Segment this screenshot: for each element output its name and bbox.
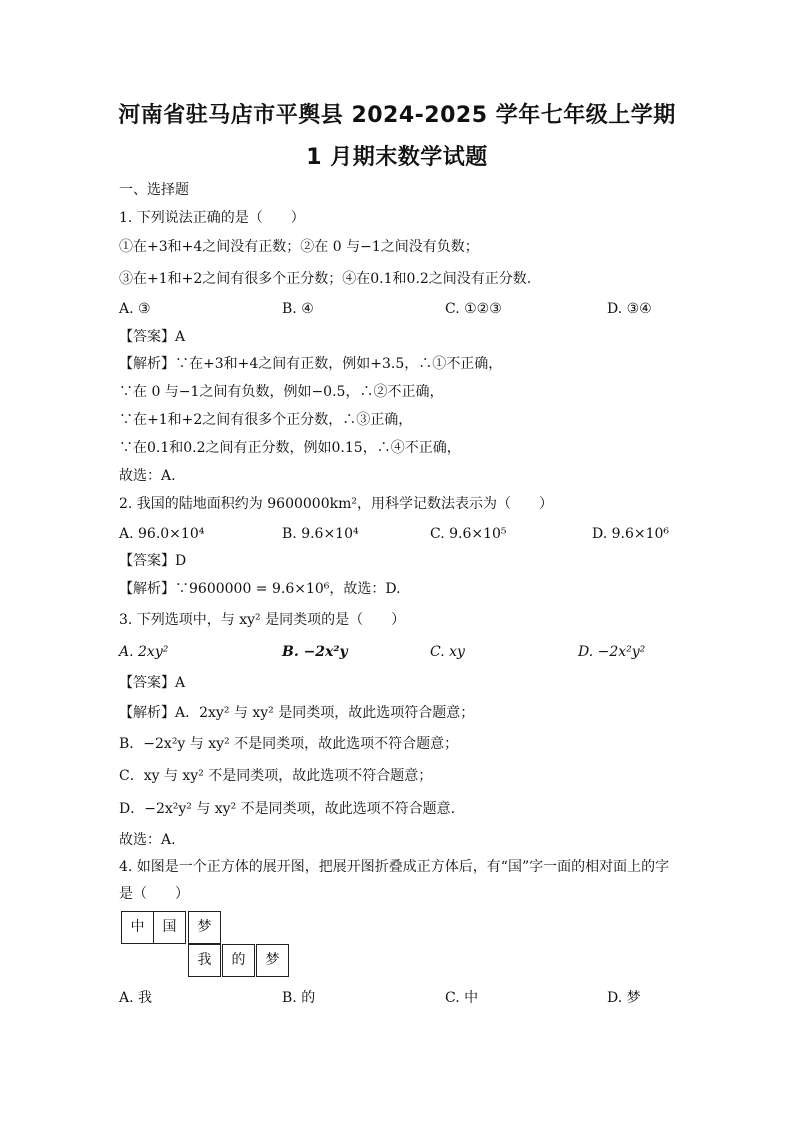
q3-answer: 【答案】A <box>119 675 186 691</box>
q1-answer: 【答案】A <box>119 329 186 345</box>
q3-analysis-1: 【解析】A．2xy² 与 xy² 是同类项，故此选项符合题意； <box>119 705 475 721</box>
section-heading: 一、选择题 <box>119 182 189 198</box>
net-cell: 梦 <box>256 944 289 977</box>
q2-option-c: C. 9.6×10⁵ <box>430 526 507 542</box>
q1-statement-1: ①在+3和+4之间没有正数；②在 0 与−1之间没有负数； <box>119 239 479 255</box>
q2-stem: 2. 我国的陆地面积约为 9600000km²，用科学记数法表示为（ ） <box>119 496 553 512</box>
page-title-line2: 1 月期末数学试题 <box>306 145 488 170</box>
q3-option-d: D. −2x²y² <box>578 644 646 660</box>
q1-option-d: D. ③④ <box>607 301 652 317</box>
q1-option-c: C. ①②③ <box>445 301 502 317</box>
q4-option-b: B. 的 <box>282 990 316 1006</box>
net-cell: 国 <box>153 911 186 944</box>
q3-option-c: C. xy <box>430 644 465 660</box>
q1-option-b: B. ④ <box>282 301 314 317</box>
q1-option-a: A. ③ <box>119 301 151 317</box>
q3-analysis-3: C．xy 与 xy² 不是同类项，故此选项不符合题意； <box>119 768 433 784</box>
q4-option-a: A. 我 <box>119 990 153 1006</box>
q1-statement-2: ③在+1和+2之间有很多个正分数；④在0.1和0.2之间没有正分数. <box>119 271 532 287</box>
q2-option-d: D. 9.6×10⁶ <box>592 526 670 542</box>
q2-answer: 【答案】D <box>119 553 187 569</box>
q1-analysis-1: 【解析】∵在+3和+4之间有正数，例如+3.5，∴①不正确， <box>119 356 503 372</box>
q1-analysis-4: ∵在0.1和0.2之间有正分数，例如0.15，∴④不正确， <box>119 440 461 456</box>
q2-option-a: A. 96.0×10⁴ <box>119 526 205 542</box>
q3-analysis-5: 故选：A. <box>119 832 176 848</box>
q4-option-c: C. 中 <box>445 990 479 1006</box>
q1-analysis-3: ∵在+1和+2之间有很多个正分数，∴③正确， <box>119 412 413 428</box>
net-cell: 的 <box>222 944 255 977</box>
q1-stem: 1. 下列说法正确的是（ ） <box>119 210 305 226</box>
q3-option-b: B. −2x²y <box>282 644 348 660</box>
q4-stem-line1: 4. 如图是一个正方体的展开图，把展开图折叠成正方体后，有“国”字一面的相对面上的字 <box>119 859 670 875</box>
q3-stem: 3. 下列选项中，与 xy² 是同类项的是（ ） <box>119 612 406 628</box>
q2-option-b: B. 9.6×10⁴ <box>282 526 359 542</box>
q1-analysis-2: ∵在 0 与−1之间有负数，例如−0.5，∴②不正确， <box>119 384 444 400</box>
net-cell: 梦 <box>188 911 221 944</box>
q2-analysis-1: 【解析】∵9600000 = 9.6×10⁶，故选：D. <box>119 581 401 597</box>
net-cell: 中 <box>121 911 154 944</box>
q3-option-a: A. 2xy² <box>119 644 169 660</box>
net-cell: 我 <box>188 944 221 977</box>
page-title-line1: 河南省驻马店市平舆县 2024-2025 学年七年级上学期 <box>118 103 676 128</box>
q1-analysis-5: 故选：A. <box>119 468 176 484</box>
q3-analysis-2: B．−2x²y 与 xy² 不是同类项，故此选项不符合题意； <box>119 736 459 752</box>
q4-stem-line2: 是（ ） <box>119 886 189 902</box>
q4-option-d: D. 梦 <box>607 990 641 1006</box>
q3-analysis-4: D．−2x²y² 与 xy² 不是同类项，故此选项不符合题意. <box>119 801 456 817</box>
